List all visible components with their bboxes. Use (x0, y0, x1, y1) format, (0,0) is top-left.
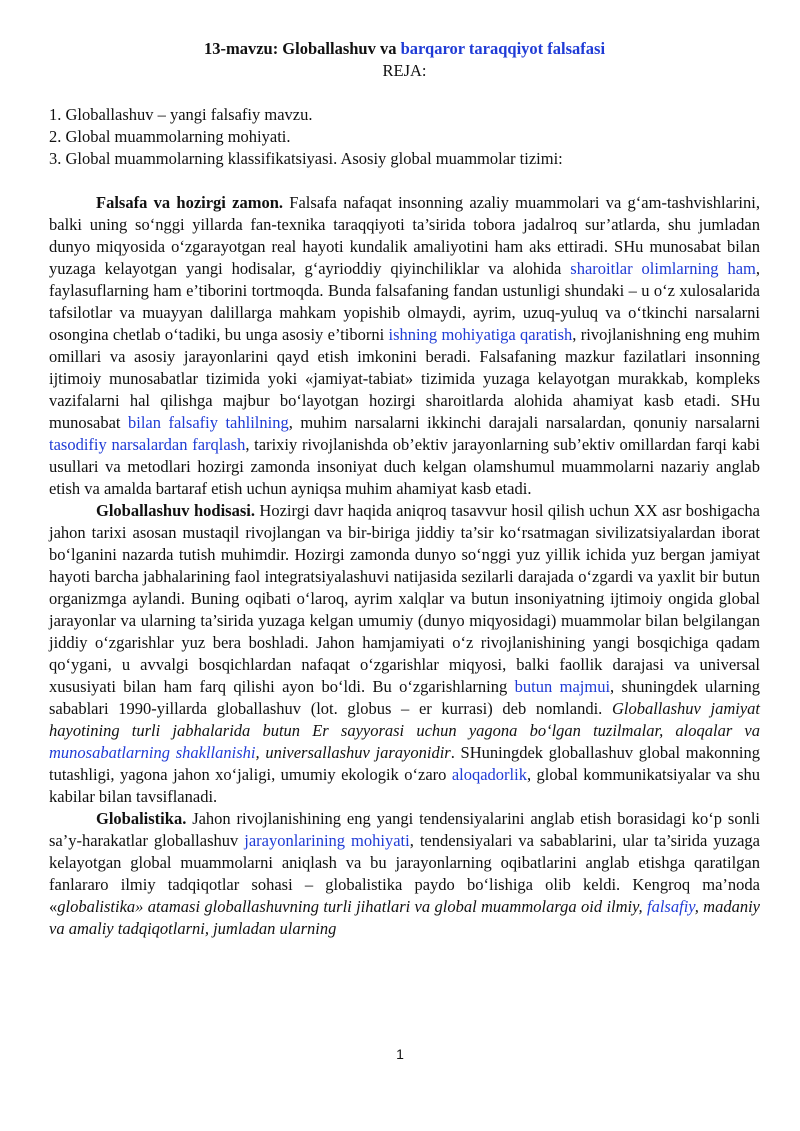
text-run: , madaniy va amaliy tadqiqotlarni, jumladan ularning (49, 897, 760, 938)
section-heading: Globallashuv hodisasi. (96, 501, 255, 520)
section-heading: Falsafa va hozirgi zamon. (96, 193, 284, 212)
body-paragraph (49, 500, 760, 808)
inline-link[interactable]: tasodifiy narsalardan farqlash (49, 435, 246, 454)
text-run: , tendensiyalari va sabablarini, ular ta’sirida yuzaga kelayotgan global muammolarni aniqlash va bu jarayonlarning oqibatlarini anglab etishga qaratilgan fanlararo ilmiy tadqiqotlar sohasi – globalistika paydo bo‘lishiga olib keldi. Kengroq ma’noda « (49, 831, 760, 916)
inline-link[interactable]: aloqadorlik (451, 765, 527, 784)
title-link[interactable]: barqaror taraqqiyot falsafasi (400, 39, 606, 58)
inline-link[interactable]: falsafiy (647, 897, 695, 916)
document-body (49, 192, 760, 940)
inline-link[interactable]: munosabatlarning shakllanishi (49, 743, 256, 762)
page-number: 1 (396, 1046, 404, 1062)
text-run: , tarixiy rivojlanishda ob’ektiv jarayonlarning sub’ektiv omillardan farqi kabi usullari va metodlari hozirgi zamonda insoniyat duch kelgan olamshumul muammolarni nazariy anglab etish va amalda bartaraf etish uchun ayniqsa muhim ahamiyat kasb etadi. (49, 435, 760, 498)
text-run: Jahon rivojlanishining eng yangi tendensiyalarini anglab etish borasidagi ko‘p sonli sa’y-harakatlar globallashuv (49, 809, 760, 850)
title-prefix: 13-mavzu: Globallashuv va (203, 39, 401, 58)
text-run: Globallashuv jamiyat hayotining turli jabhalarida butun Er sayyorasi uchun yagona bo‘lgan tuzilmalar, aloqalar va (49, 699, 761, 740)
body-paragraph (49, 808, 760, 940)
plan-item: 3. Global muammolarning klassifikatsiyasi. Asosiy global muammolar tizimi: (49, 149, 563, 168)
text-run: , global kommunikatsiyalar va shu kabilar bilan tavsiflanadi. (49, 765, 760, 806)
body-paragraph (49, 192, 760, 500)
inline-link[interactable]: butun majmui (514, 677, 611, 696)
plan-list (49, 104, 760, 170)
inline-link[interactable]: sharoitlar olimlarning ham (570, 259, 756, 278)
document-page (49, 38, 760, 940)
inline-link[interactable]: ishning mohiyatiga qaratish (388, 325, 573, 344)
inline-link[interactable]: jarayonlarining mohiyati (244, 831, 410, 850)
text-run: globalistika» atamasi globallashuvning turli jihatlari va global muammolarga oid ilmiy, (57, 897, 648, 916)
plan-item: 1. Globallashuv – yangi falsafiy mavzu. (49, 105, 313, 124)
page-title (49, 38, 760, 60)
text-run: , shuningdek ularning sabablari 1990-yillarda globallashuv (lot. globus – er kurrasi) deb nomlandi. (49, 677, 760, 718)
text-run: , faylasuflarning ham e’tiborini tortmoqda. Bunda falsafaning fandan ustunligi shundaki – u o‘z xulosalarida tafsilotlar va muayyan dalillarga mahkam yopishib olmaydi, ayrim, uzuq-yuluq va o‘tkinchi narsalarni osongina chetlab o‘tadiki, bu unga asosiy e’tiborni (49, 259, 760, 344)
text-run: Hozirgi davr haqida aniqroq tasavvur hosil qilish uchun XX asr boshigacha jahon tarixi asosan mustaqil rivojlangan va bir-biriga jiddiy ta’sir ko‘rsatmagan sivilizatsiyalardan iborat bo‘lganini nazarda tutish muhimdir. Hozirgi zamonda dunyo so‘nggi yuz yillik ichida yuz bergan jamiyat hayoti barcha jabhalarining faol integratsiyalashuvi natijasida sezilarli darajada o‘zgardi va yaxlit bir butun organizmga aylandi. Buning oqibati o‘laroq, ayrim xalqlar va butun insoniyatning ijtimoiy ongida global jarayonlar va ularning ta’sirida yuzaga kelgan umumiy (dunyo miqyosidagi) muammolar bilan belgilangan jiddiy o‘zgarishlar yuz bera boshladi. Jahon hamjamiyati o‘z rivojlanishining yangi bosqichiga qadam qo‘ygani, u avvalgi bosqichlardan nafaqat o‘zgarishlar miqyosi, balki faollik darajasi va universal xususiyati bilan ham farq qilishi ayon bo‘ldi. Bu o‘zgarishlarning (49, 501, 760, 696)
plan-heading: REJA: (382, 61, 427, 80)
plan-item: 2. Global muammolarning mohiyati. (49, 127, 291, 146)
section-heading: Globalistika. (96, 809, 187, 828)
text-run: Falsafa nafaqat insonning azaliy muammolari va g‘am-tashvishlarini, balki uning so‘nggi yillarda fan-texnika taraqqiyoti ta’sirida tobora jadalroq sur’atlarda, shu jumladan dunyo miqyosida o‘zgarayotgan real hayoti kundalik amaliyotini ham aks ettiradi. SHu munosabat bilan yuzaga kelayotgan yangi hodisalar, g‘ayrioddiy qiyinchiliklar va alohida (49, 193, 760, 278)
text-run: , universallashuv jarayonidir (255, 743, 451, 762)
text-run: , rivojlanishning eng muhim omillari va asosiy jarayonlarini qayd etish imkonini beradi. Falsafaning mazkur fazilatlari insonning ijtimoiy munosabatlar tizimida yoki «jamiyat-tabiat» tizimida yuzaga kelayotgan murakkab, kompleks vazifalarni hal qilishga majbur bo‘layotgan hozirgi sharoitlarda alohida ahamiyat kasb etadi. SHu munosabat (49, 325, 760, 432)
text-run: . SHuningdek globallashuv global makonning tutashligi, yagona jahon xo‘jaligi, umumiy ekologik o‘zaro (49, 743, 760, 784)
inline-link[interactable]: bilan falsafiy tahlilning (128, 413, 289, 432)
text-run: , muhim narsalarni ikkinchi darajali narsalardan, qonuniy narsalarni (288, 413, 760, 432)
